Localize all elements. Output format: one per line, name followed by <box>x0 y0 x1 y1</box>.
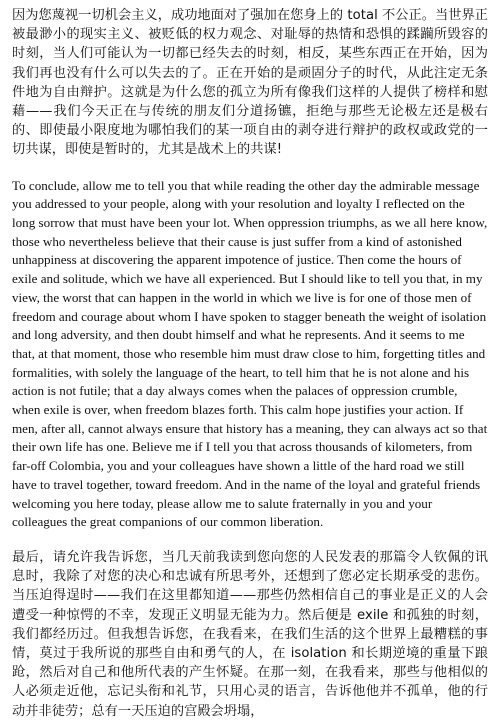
document-page <box>12 6 488 721</box>
chinese-paragraph-conclusion: 最后，请允许我告诉您，当几天前我读到您向您的人民发表的那篇令人钦佩的讯息时，我除了对您的决心和忠诚有所思考外，还想到了您必定长期承受的悲伤。当压迫得逞时——我们在这里都知道——那些仍然相信自己的事业是正义的人会遭受一种惊愕的不幸，发现正义明显无能为力。然后便是 exile 和孤独的时刻，我们都经历过。但我想告诉您，在我看来，在我们生活的这个世界上最糟糕的事情，莫过于我所说的那些自由和勇气的人，在 isolation 和长期逆境的重量下踉跄，然后对自己和他所代表的产生怀疑。在那一刻，在我看来，那些与他相似的人必须走近他，忘记头衔和礼节，只用心灵的语言，告诉他他并不孤单，他的行动并非徒劳；总有一天压迫的宫殿会坍塌， <box>12 549 488 719</box>
chinese-paragraph-intro: 因为您蔑视一切机会主义，成功地面对了强加在您身上的 total 不公正。当世界正被最渺小的现实主义、被贬低的权力观念、对耻辱的热情和恐惧的蹂躏所毁容的时刻，当人们可能认为一切都已经失去的时刻，相反，某些东西正在开始，因为我们再也没有什么可以失去的了。正在开始的是顽固分子的时代，从此注定无条件地为自由辩护。这就是为什么您的孤立为所有像我们这样的人提供了榜样和慰藉——我们今天正在与传统的朋友们分道扬镳，拒绝与那些无论极左还是极右的、即使最小限度地为哪怕我们的某一项自由的剥夺进行辩护的政权或政党的一切共谋，即使是暂时的，尤其是战术上的共谋! <box>12 8 488 158</box>
english-paragraph-conclusion: To conclude, allow me to tell you that while reading the other day the admirable message you addressed to your people, along with your resolution and loyalty I reflected on the long sorrow that must have been your lot. When oppression triumphs, as we all here know, those who nevertheless believe that their cause is just suffer from a kind of astonished unhappiness at discovering the apparent impotence of justice. Then come the hours of exile and solitude, which we have all experienced. But I should like to tell you that, in my view, the worst that can happen in the world in which we live is for one of those men of freedom and courage about whom I have spoken to stagger beneath the weight of isolation and long adversity, and then doubt himself and what he represents. And it seems to me that, at that moment, those who resemble him must draw close to him, forgetting titles and formalities, with solely the language of the heart, to tell him that he is not alone and his action is not futile; that a day always comes when the palaces of oppression crumble, when exile is over, when freedom blazes forth. This calm hope justifies your action. If men, after all, cannot always ensure that history has a meaning, they can always act so that their own life has one. Believe me if I tell you that across thousands of kilometers, from far-off Colombia, you and your colleagues have shown a little of the hard road we still have to travel together, toward freedom. And in the name of the loyal and grateful friends welcoming you here today, please allow me to salute fraternally in you and your colleagues the great companions of our common liberation. <box>12 177 488 530</box>
